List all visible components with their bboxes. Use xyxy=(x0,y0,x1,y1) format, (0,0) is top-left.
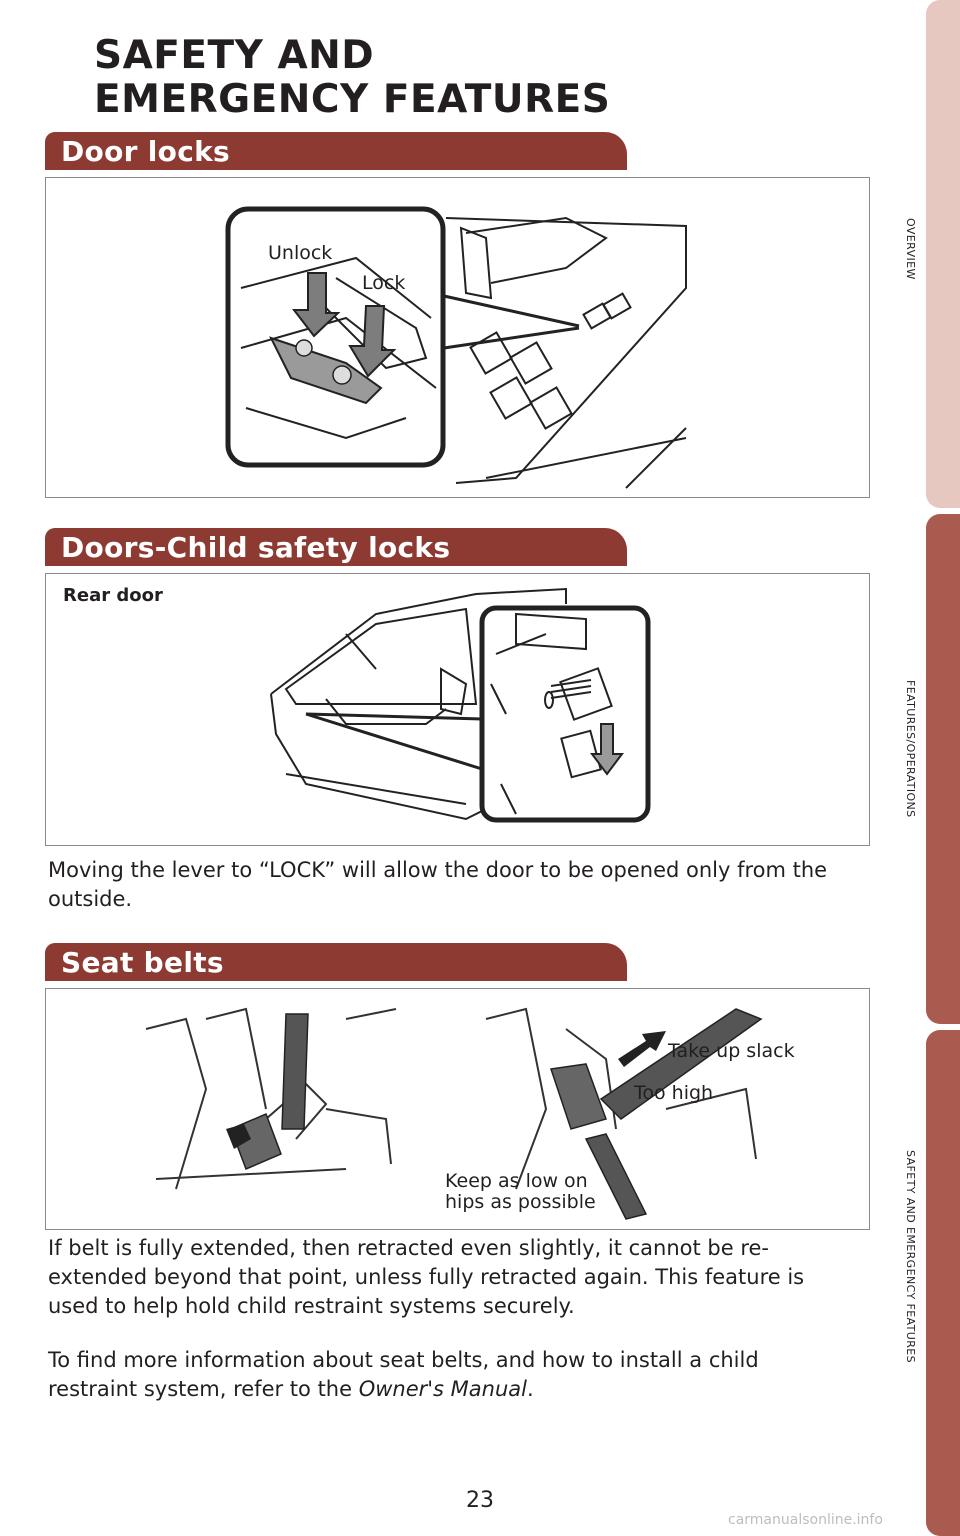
owners-manual-reference: Owner's Manual xyxy=(358,1377,527,1401)
seat-belts-figure xyxy=(45,988,870,1230)
door-locks-header xyxy=(45,132,627,170)
child-locks-header-text: Doors-Child safety locks xyxy=(61,531,451,564)
side-label-safety: SAFETY AND EMERGENCY FEATURES xyxy=(904,1150,917,1363)
keep-low-callout-line2: hips as possible xyxy=(445,1191,596,1213)
seat-belts-paragraph-1: If belt is fully extended, then retracted even slightly, it cannot be re-extended beyond that point, unless fully retracted again. This feature is used to help hold child restraint systems securely. xyxy=(48,1236,805,1318)
door-locks-illustration xyxy=(46,178,869,497)
child-locks-illustration xyxy=(46,574,869,845)
keep-low-callout xyxy=(445,1171,596,1213)
side-tab-features[interactable] xyxy=(926,514,960,1024)
side-tab-overview[interactable] xyxy=(926,0,960,508)
page-title-line2: EMERGENCY FEATURES xyxy=(94,77,611,122)
too-high-callout: Too high xyxy=(634,1082,714,1104)
seat-belts-header-text: Seat belts xyxy=(61,946,224,979)
watermark: carmanualsonline.info xyxy=(728,1512,883,1528)
unlock-callout: Unlock xyxy=(268,242,333,264)
lock-callout: Lock xyxy=(362,272,406,294)
take-up-slack-callout: Take up slack xyxy=(668,1040,795,1062)
keep-low-callout-line1: Keep as low on xyxy=(445,1170,588,1192)
page-title-line1: SAFETY AND xyxy=(94,33,375,78)
page-title xyxy=(94,34,610,122)
side-label-overview: OVERVIEW xyxy=(904,218,917,280)
seat-belts-paragraph-2-prefix: To find more information about seat belts, and how to install a child restraint system, refer to the xyxy=(48,1348,759,1401)
seat-belts-paragraph-2-suffix: . xyxy=(527,1377,534,1401)
side-label-features: FEATURES/OPERATIONS xyxy=(904,680,917,818)
child-locks-figure xyxy=(45,573,870,846)
child-locks-header xyxy=(45,528,627,566)
side-tab-safety[interactable] xyxy=(926,1030,960,1536)
page-number: 23 xyxy=(466,1488,494,1513)
door-locks-header-text: Door locks xyxy=(61,135,230,168)
seat-belts-paragraph-2 xyxy=(48,1346,848,1404)
seat-belts-header xyxy=(45,943,627,981)
child-locks-caption: Moving the lever to “LOCK” will allow the door to be opened only from the outside. xyxy=(48,858,828,911)
rear-door-label: Rear door xyxy=(63,585,163,606)
door-locks-figure xyxy=(45,177,870,498)
